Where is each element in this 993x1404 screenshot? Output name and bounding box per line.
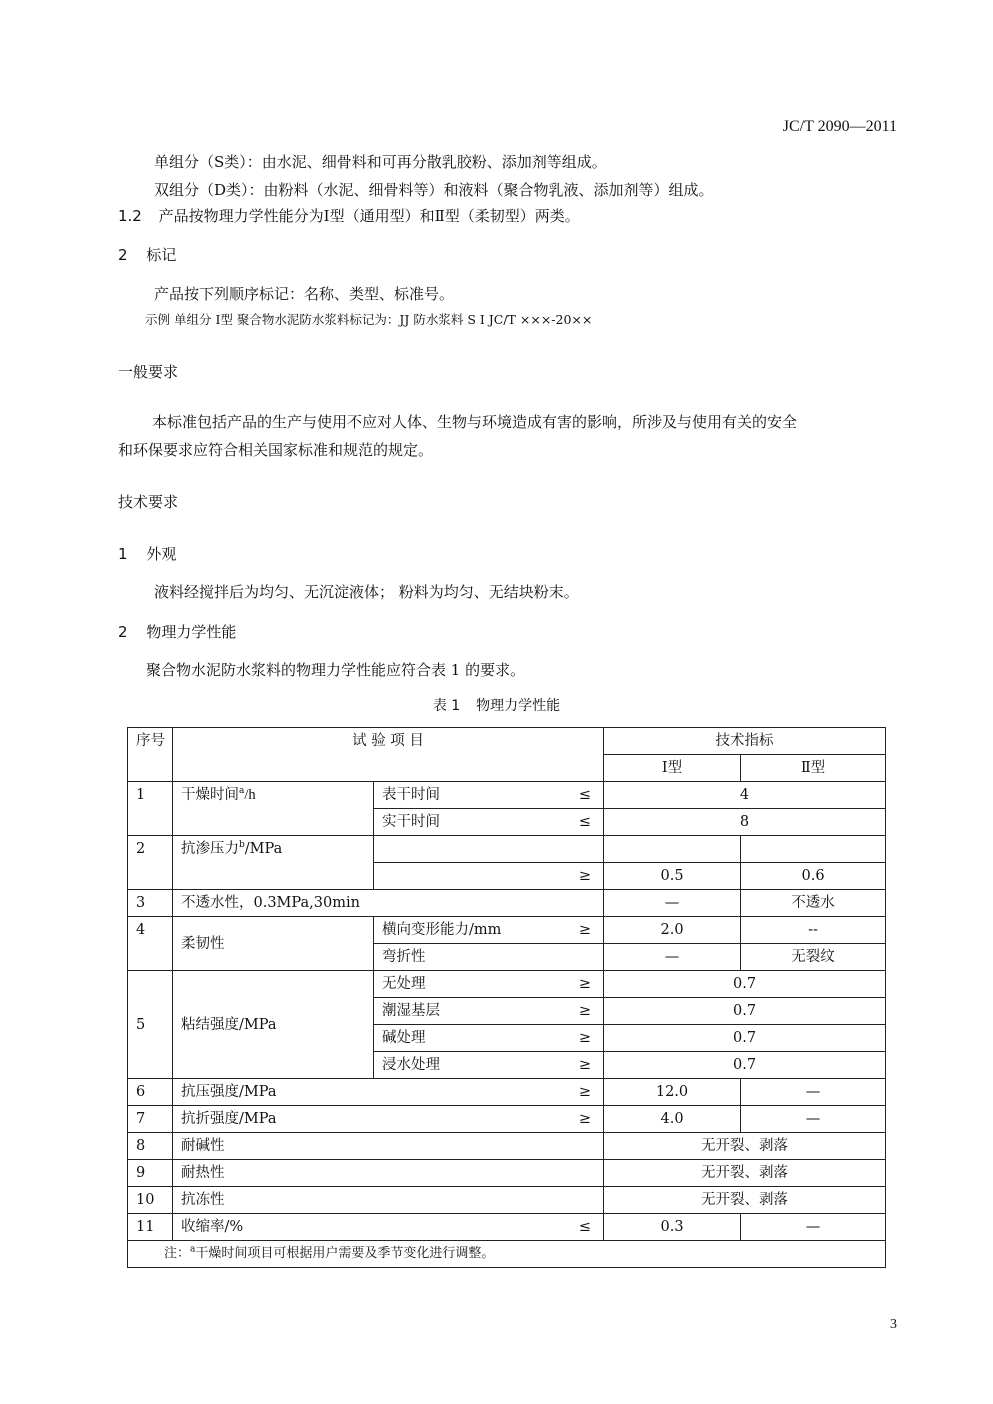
footnote-marker: a xyxy=(239,786,245,797)
clause-number: 1.2 xyxy=(118,207,142,225)
item-unit: /h xyxy=(244,787,256,803)
value: 无开裂、剥落 xyxy=(604,1187,886,1214)
row-no: 6 xyxy=(128,1079,173,1106)
clause-1-2 xyxy=(118,205,580,226)
header-item: 试 验 项 目 xyxy=(173,728,604,782)
value-type2: 0.6 xyxy=(741,863,886,890)
row-item: 抗冻性 xyxy=(173,1187,604,1214)
row-item xyxy=(173,836,374,890)
table-row xyxy=(128,1187,886,1214)
value: 0.7 xyxy=(604,1025,886,1052)
sub-label: 实干时间 xyxy=(382,814,440,830)
operator: ≥ xyxy=(578,976,592,992)
table-row xyxy=(128,1079,886,1106)
intro-double-component: 双组分（D类）：由粉料（水泥、细骨料等）和液料（聚合物乳液、添加剂等）组成。 xyxy=(154,181,714,199)
sub-label: 浸水处理 xyxy=(382,1057,440,1073)
sub-item xyxy=(374,998,604,1025)
row-no: 8 xyxy=(128,1133,173,1160)
row-no: 11 xyxy=(128,1214,173,1241)
sub-item: 弯折性 xyxy=(374,944,604,971)
operator: ≤ xyxy=(578,787,592,803)
table-note-row xyxy=(128,1241,886,1268)
header-no: 序号 xyxy=(128,728,173,782)
header-type1: Ⅰ型 xyxy=(604,755,741,782)
properties-heading xyxy=(118,621,236,642)
operator: ≤ xyxy=(578,814,592,830)
empty-cell xyxy=(741,836,886,863)
item-name: 收缩率/% xyxy=(181,1219,244,1235)
value-type1: — xyxy=(604,890,741,917)
heading-number: 2 xyxy=(118,623,128,641)
appearance-text: 液料经搅拌后为均匀、无沉淀液体； 粉料为均匀、无结块粉末。 xyxy=(154,583,579,601)
marking-text: 产品按下列顺序标记：名称、类型、标准号。 xyxy=(154,285,455,303)
value-type2: — xyxy=(741,1214,886,1241)
marking-example: 示例 单组分 Ⅰ型 聚合物水泥防水浆料标记为：JJ 防水浆料 S Ⅰ JC/T ×××-20×× xyxy=(145,312,593,327)
row-item: 柔韧性 xyxy=(173,917,374,971)
properties-table xyxy=(127,727,886,1268)
value-type2: — xyxy=(741,1079,886,1106)
sub-item xyxy=(374,917,604,944)
value-type1: 0.3 xyxy=(604,1214,741,1241)
row-no: 10 xyxy=(128,1187,173,1214)
sub-item xyxy=(374,1025,604,1052)
table-row xyxy=(128,1133,886,1160)
general-text-line1: 本标准包括产品的生产与使用不应对人体、生物与环境造成有害的影响，所涉及与使用有关的安全 xyxy=(152,413,798,431)
value-type2: — xyxy=(741,1106,886,1133)
empty-cell xyxy=(374,836,604,863)
value-type1: 0.5 xyxy=(604,863,741,890)
sub-label: 潮湿基层 xyxy=(382,1003,440,1019)
table-note xyxy=(128,1241,886,1268)
value-type1: 4.0 xyxy=(604,1106,741,1133)
footnote-marker: a xyxy=(190,1244,196,1255)
row-item: 耐碱性 xyxy=(173,1133,604,1160)
row-item xyxy=(173,782,374,836)
row-item xyxy=(173,1079,604,1106)
sub-label: 碱处理 xyxy=(382,1030,426,1046)
row-item: 粘结强度/MPa xyxy=(173,971,374,1079)
caption-number: 表 1 xyxy=(432,698,461,714)
table-row xyxy=(128,782,886,809)
table-row xyxy=(128,971,886,998)
value: 4 xyxy=(604,782,886,809)
row-no: 4 xyxy=(128,917,173,971)
value-type2: 不透水 xyxy=(741,890,886,917)
caption-title: 物理力学性能 xyxy=(476,698,561,714)
value: 0.7 xyxy=(604,1052,886,1079)
value-type2: -- xyxy=(741,917,886,944)
heading-text: 物理力学性能 xyxy=(146,623,237,641)
value: 0.7 xyxy=(604,971,886,998)
row-no: 2 xyxy=(128,836,173,890)
sub-label: 表干时间 xyxy=(382,787,440,803)
row-no: 9 xyxy=(128,1160,173,1187)
intro-single-component: 单组分（S类）：由水泥、细骨料和可再分散乳胶粉、添加剂等组成。 xyxy=(154,153,607,171)
clause-text: 产品按物理力学性能分为Ⅰ型（通用型）和Ⅱ型（柔韧型）两类。 xyxy=(158,207,580,225)
sub-item xyxy=(374,809,604,836)
note-prefix: 注： xyxy=(164,1246,191,1261)
marking-heading xyxy=(118,244,176,265)
row-no: 1 xyxy=(128,782,173,836)
operator: ≥ xyxy=(578,1084,592,1100)
table-row xyxy=(128,1106,886,1133)
operator: ≥ xyxy=(578,1057,592,1073)
appearance-heading xyxy=(118,543,176,564)
table-row xyxy=(128,917,886,944)
table-row xyxy=(128,890,886,917)
item-unit: /MPa xyxy=(244,841,283,857)
table-row xyxy=(128,836,886,863)
value-type1: 2.0 xyxy=(604,917,741,944)
row-no: 5 xyxy=(128,971,173,1079)
operator: ≥ xyxy=(578,1003,592,1019)
tech-heading: 技术要求 xyxy=(118,493,179,511)
sub-label: 横向变形能力/mm xyxy=(382,922,502,938)
operator: ≤ xyxy=(578,1219,592,1235)
value: 无开裂、剥落 xyxy=(604,1133,886,1160)
operator: ≥ xyxy=(578,1030,592,1046)
general-text-line2: 和环保要求应符合相关国家标准和规范的规定。 xyxy=(118,441,434,459)
row-item: 耐热性 xyxy=(173,1160,604,1187)
header-type2: Ⅱ型 xyxy=(741,755,886,782)
sub-item xyxy=(374,863,604,890)
value-type1: 12.0 xyxy=(604,1079,741,1106)
value: 8 xyxy=(604,809,886,836)
table-header-row xyxy=(128,728,886,755)
properties-text: 聚合物水泥防水浆料的物理力学性能应符合表 1 的要求。 xyxy=(146,661,526,679)
operator: ≥ xyxy=(578,922,592,938)
operator: ≥ xyxy=(578,868,592,884)
heading-text: 标记 xyxy=(146,246,177,264)
heading-text: 外观 xyxy=(146,545,177,563)
row-no: 7 xyxy=(128,1106,173,1133)
footnote-marker: b xyxy=(239,840,245,851)
row-item xyxy=(173,1106,604,1133)
table-row xyxy=(128,1160,886,1187)
sub-label: 无处理 xyxy=(382,976,426,992)
note-text: 干燥时间项目可根据用户需要及季节变化进行调整。 xyxy=(195,1246,495,1261)
sub-item xyxy=(374,1052,604,1079)
sub-item xyxy=(374,782,604,809)
item-name: 抗压强度/MPa xyxy=(181,1084,277,1100)
item-name: 抗折强度/MPa xyxy=(181,1111,277,1127)
value-type1: — xyxy=(604,944,741,971)
table-caption xyxy=(0,695,993,715)
general-heading: 一般要求 xyxy=(118,363,179,381)
item-name: 干燥时间 xyxy=(181,787,239,803)
page-number: 3 xyxy=(890,1317,897,1332)
item-name: 抗渗压力 xyxy=(181,841,239,857)
header-index: 技术指标 xyxy=(604,728,886,755)
table-row xyxy=(128,1214,886,1241)
value-type2: 无裂纹 xyxy=(741,944,886,971)
sub-item xyxy=(374,971,604,998)
row-no: 3 xyxy=(128,890,173,917)
heading-number: 2 xyxy=(118,246,128,264)
value: 无开裂、剥落 xyxy=(604,1160,886,1187)
empty-cell xyxy=(604,836,741,863)
heading-number: 1 xyxy=(118,545,128,563)
standard-number: JC/T 2090—2011 xyxy=(782,118,897,135)
value: 0.7 xyxy=(604,998,886,1025)
row-item xyxy=(173,1214,604,1241)
row-item: 不透水性，0.3MPa,30min xyxy=(173,890,604,917)
operator: ≥ xyxy=(578,1111,592,1127)
